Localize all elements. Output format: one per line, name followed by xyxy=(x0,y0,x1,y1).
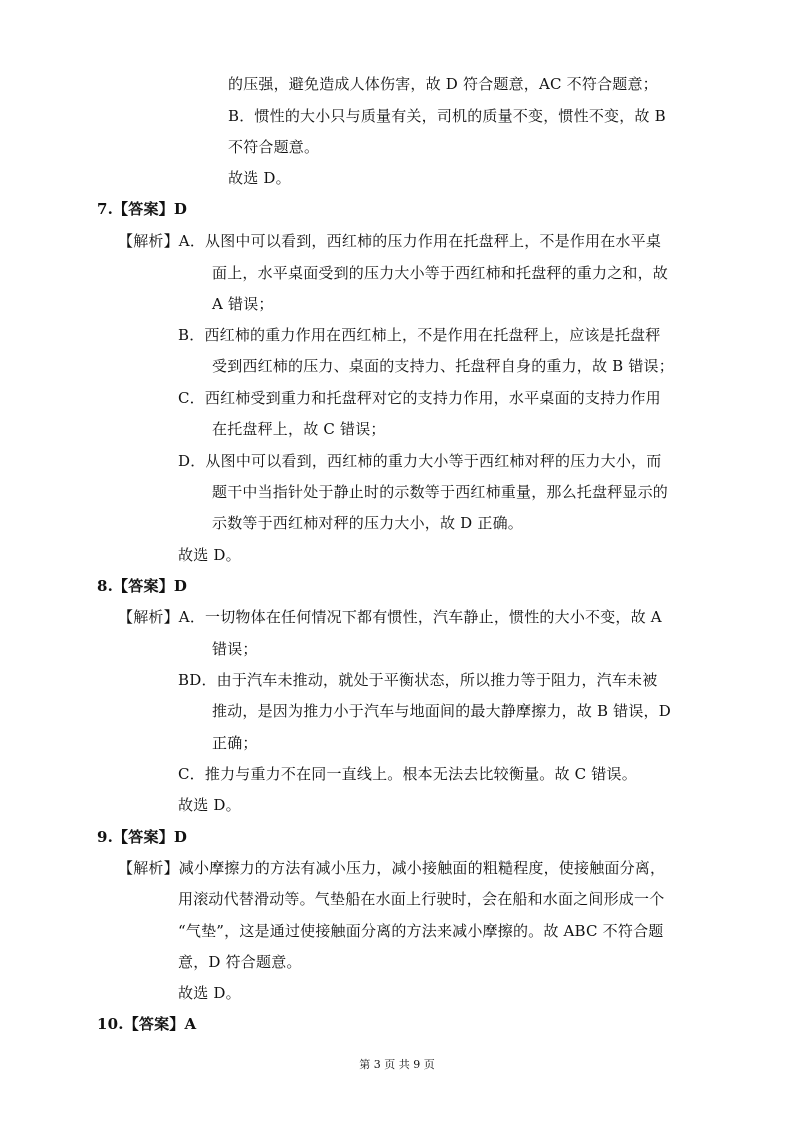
text-line: 在托盘秤上，故 C 错误； xyxy=(212,420,386,438)
text-line: “气垫”，这是通过使接触面分离的方法来减小摩擦的。故 ABC 不符合题 xyxy=(178,922,664,940)
text-line: 故选 D。 xyxy=(228,169,291,187)
answer-heading: 7.【答案】D xyxy=(97,200,188,218)
text-line: 的压强，避免造成人体伤害，故 D 符合题意，AC 不符合题意； xyxy=(228,75,658,93)
text-line: 用滚动代替滑动等。气垫船在水面上行驶时，会在船和水面之间形成一个 xyxy=(178,890,665,908)
text-line: C．西红柿受到重力和托盘秤对它的支持力作用，水平桌面的支持力作用 xyxy=(178,389,661,407)
text-line: 【解析】减小摩擦力的方法有减小压力，减小接触面的粗糙程度，使接触面分离， xyxy=(118,859,666,877)
text-line: 意，D 符合题意。 xyxy=(178,953,302,971)
text-line: 正确； xyxy=(212,734,258,752)
text-line: BD．由于汽车未推动，就处于平衡状态，所以推力等于阻力，汽车未被 xyxy=(178,671,658,689)
answer-heading: 8.【答案】D xyxy=(97,577,188,595)
text-line: 【解析】A．从图中可以看到，西红柿的压力作用在托盘秤上，不是作用在水平桌 xyxy=(118,232,662,250)
text-line: 不符合题意。 xyxy=(228,138,320,156)
text-line: 受到西红柿的压力、桌面的支持力、托盘秤自身的重力，故 B 错误； xyxy=(212,357,674,375)
text-line: A 错误； xyxy=(212,295,274,313)
answer-heading: 10.【答案】A xyxy=(97,1015,197,1033)
answer-heading: 9.【答案】D xyxy=(97,828,188,846)
text-line: 面上，水平桌面受到的压力大小等于西红柿和托盘秤的重力之和，故 xyxy=(212,264,669,282)
text-line: 故选 D。 xyxy=(178,796,241,814)
text-line: B．西红柿的重力作用在西红柿上，不是作用在托盘秤上，应该是托盘秤 xyxy=(178,326,661,344)
text-line: C．推力与重力不在同一直线上。根本无法去比较衡量。故 C 错误。 xyxy=(178,765,637,783)
text-line: D．从图中可以看到，西红柿的重力大小等于西红柿对秤的压力大小，而 xyxy=(178,452,662,470)
text-line: 【解析】A．一切物体在任何情况下都有惯性，汽车静止，惯性的大小不变，故 A xyxy=(118,608,662,626)
text-line: 题干中当指针处于静止时的示数等于西红柿重量，那么托盘秤显示的 xyxy=(212,483,669,501)
text-line: 故选 D。 xyxy=(178,546,241,564)
text-line: 错误； xyxy=(212,640,258,658)
text-line: 故选 D。 xyxy=(178,984,241,1002)
text-line: B．惯性的大小只与质量有关，司机的质量不变，惯性不变，故 B xyxy=(228,107,666,125)
text-line: 示数等于西红柿对秤的压力大小，故 D 正确。 xyxy=(212,514,523,532)
text-line: 推动，是因为推力小于汽车与地面间的最大静摩擦力，故 B 错误，D xyxy=(212,702,671,720)
page-footer: 第 3 页 共 9 页 xyxy=(359,1058,435,1071)
